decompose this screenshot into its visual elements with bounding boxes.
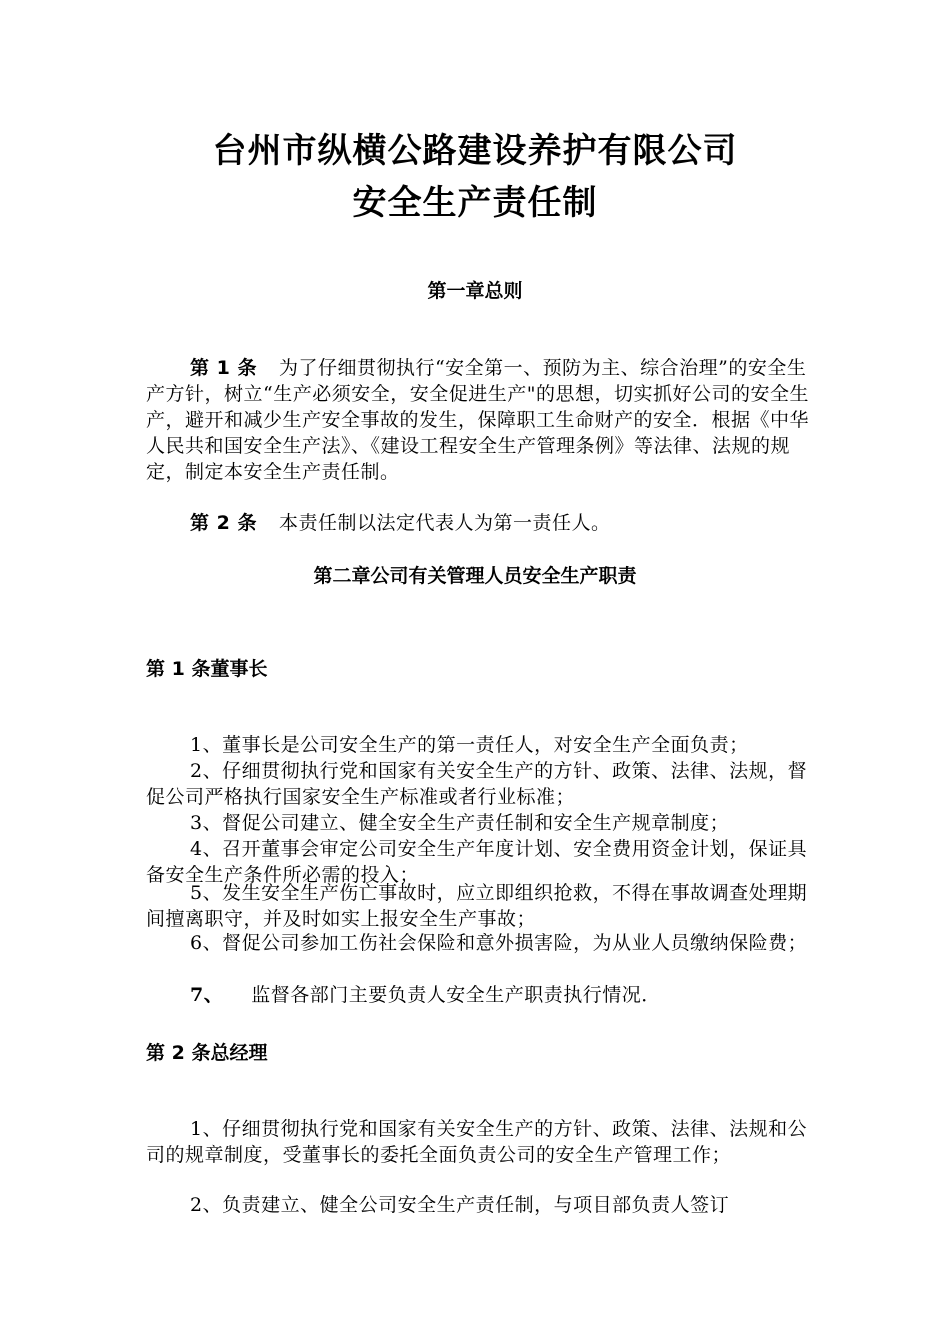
chapter-1-article-1 <box>146 355 821 485</box>
chapter-1-heading: 第一章总则 <box>427 280 523 302</box>
chairman-duty-3: 3、督促公司建立、健全安全生产责任制和安全生产规章制度； <box>190 812 730 834</box>
gm-duty-1: 1、仔细贯彻执行党和国家有关安全生产的方针、政策、法律、法规和公司的规章制度，受董事长的委托全面负责公司的安全生产管理工作； <box>146 1118 808 1166</box>
chairman-duty-7 <box>146 982 821 1008</box>
article-1-label: 第 1 条 <box>190 357 257 379</box>
document-title-line2: 安全生产责任制 <box>352 183 598 223</box>
article-2-label: 第 2 条 <box>190 512 257 534</box>
chairman-duty-6: 6、督促公司参加工伤社会保险和意外损害险，为从业人员缴纳保险费； <box>190 932 808 954</box>
gm-duty-2: 2、负责建立、健全公司安全生产责任制，与项目部负责人签订 <box>190 1194 730 1216</box>
article-general-manager-heading: 第 2 条总经理 <box>146 1042 268 1064</box>
chairman-duty-1: 1、董事长是公司安全生产的第一责任人，对安全生产全面负责； <box>190 734 749 756</box>
article-chairman-heading: 第 1 条董事长 <box>146 658 268 680</box>
chapter-2-heading: 第二章公司有关管理人员安全生产职责 <box>313 565 637 587</box>
article-2-text: 本责任制以法定代表人为第一责任人。 <box>278 512 611 534</box>
chairman-duty-7-text: 监督各部门主要负责人安全生产职责执行情况． <box>251 984 661 1006</box>
chapter-1-article-2 <box>146 510 821 536</box>
article-1-text: 为了仔细贯彻执行“安全第一、预防为主、综合治理”的安全生产方针，树立“生产必须安全，安全促进生产"的思想，切实抓好公司的安全生产，避开和减少生产安全事故的发生，保障职工生命财产的安全．根据《中华人民共和国安全生产法》、《建设工程安全生产管理条例》等法律、法规的规定，制定本安全生产责任制。 <box>146 357 810 483</box>
chairman-duty-2: 2、仔细贯彻执行党和国家有关安全生产的方针、政策、法律、法规，督促公司严格执行国家安全生产标准或者行业标准； <box>146 760 808 808</box>
chairman-duty-4: 4、召开董事会审定公司安全生产年度计划、安全费用资金计划，保证具备安全生产条件所必需的投入； <box>146 838 808 886</box>
chairman-duty-5: 5、发生安全生产伤亡事故时，应立即组织抢救，不得在事故调查处理期间擅离职守，并及时如实上报安全生产事故； <box>146 882 808 930</box>
document-title-line1: 台州市纵横公路建设养护有限公司 <box>212 131 738 171</box>
chairman-duty-7-number: 7、 <box>190 984 224 1006</box>
